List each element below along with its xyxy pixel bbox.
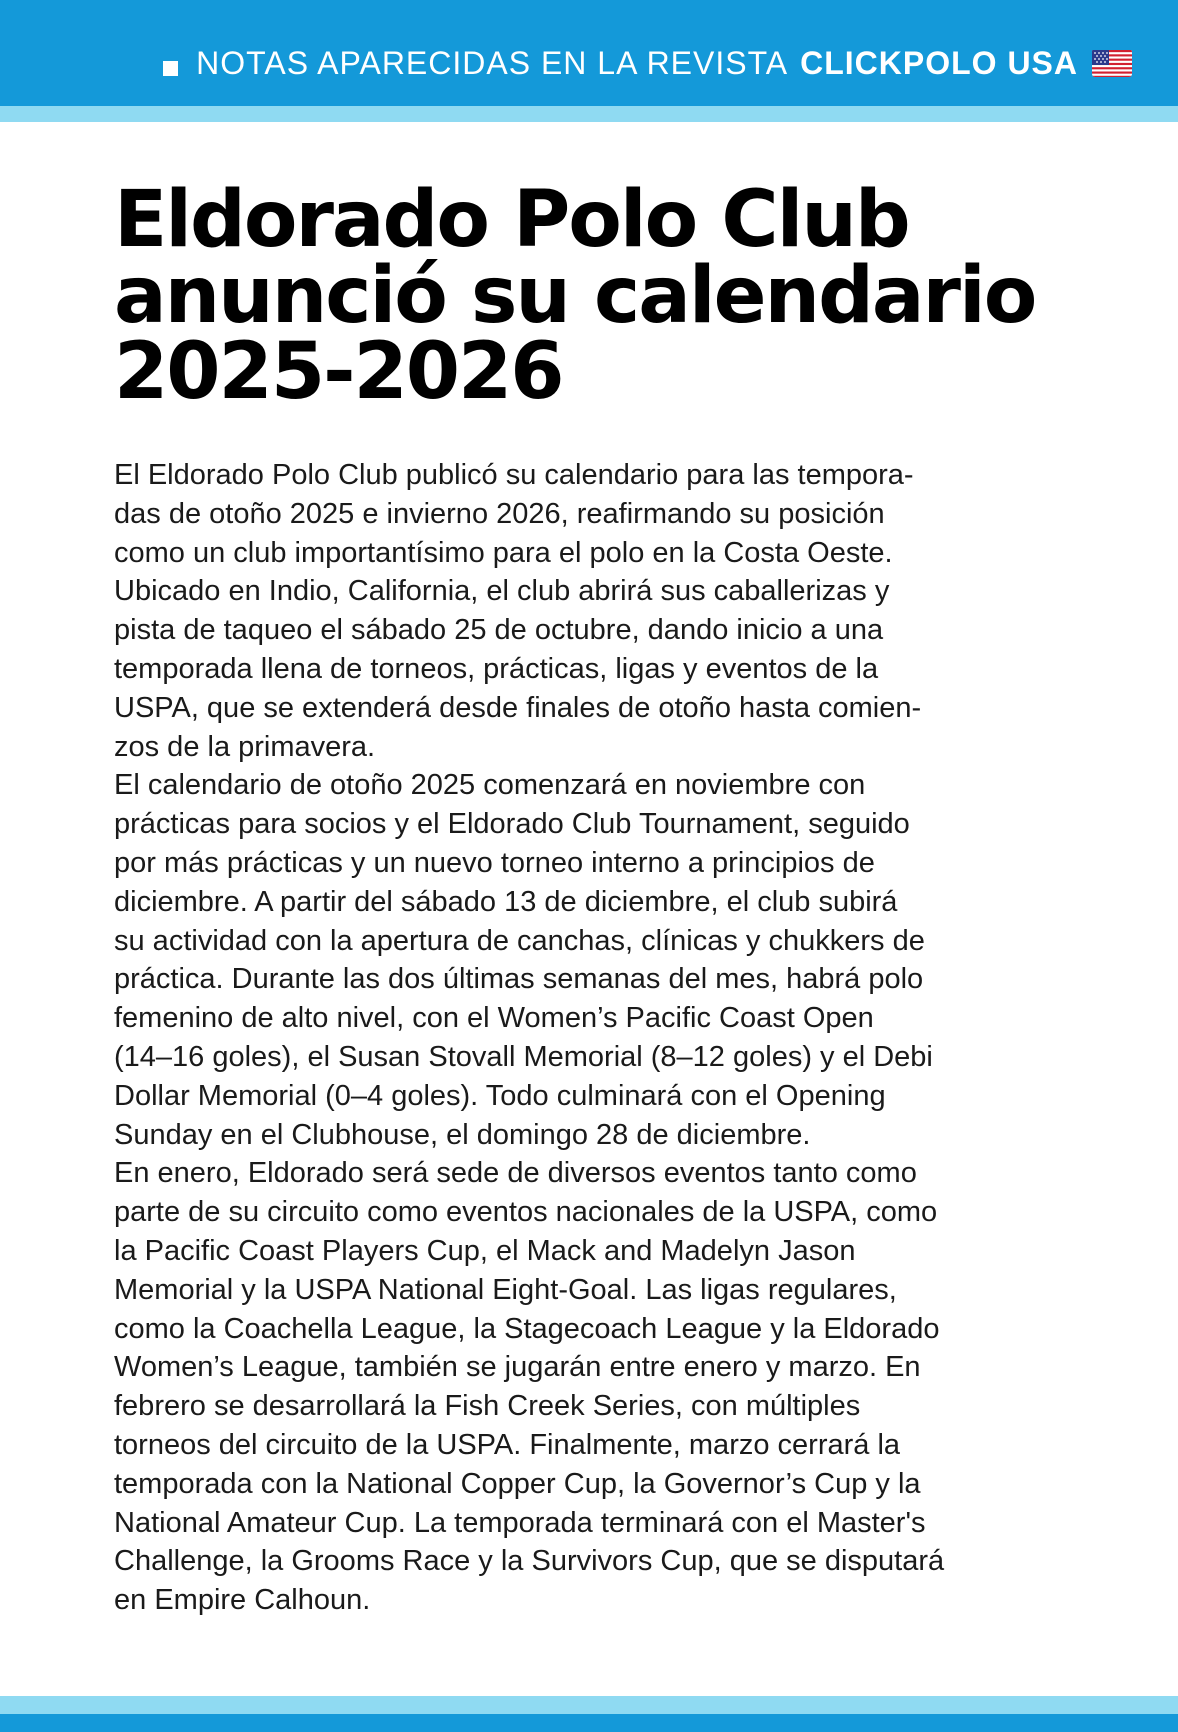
header-banner	[163, 40, 1132, 86]
header-brand: CLICKPOLO USA	[800, 44, 1078, 81]
body-line: femenino de alto nivel, con el Women’s Pacific Coast Open	[114, 1002, 874, 1035]
title-line: anunció su calendario	[114, 251, 1036, 341]
body-line: en Empire Calhoun.	[114, 1584, 371, 1617]
body-line: torneos del circuito de la USPA. Finalmente, marzo cerrará la	[114, 1428, 901, 1461]
title-line: Eldorado Polo Club	[114, 175, 909, 265]
body-line: Ubicado en Indio, California, el club abrirá sus caballerizas y	[114, 575, 890, 608]
body-line: zos de la primavera.	[114, 730, 376, 763]
body-line: como un club importantísimo para el polo en la Costa Oeste.	[114, 536, 893, 569]
body-line: parte de su circuito como eventos nacionales de la USPA, como	[114, 1196, 938, 1229]
body-line: USPA, que se extenderá desde finales de otoño hasta comien-	[114, 691, 922, 724]
body-line: Memorial y la USPA National Eight-Goal. Las ligas regulares,	[114, 1273, 897, 1306]
body-line: temporada llena de torneos, prácticas, ligas y eventos de la	[114, 652, 879, 685]
body-line: (14–16 goles), el Susan Stovall Memorial (8–12 goles) y el Debi	[114, 1040, 933, 1073]
article-title	[114, 175, 1074, 417]
body-line: temporada con la National Copper Cup, la Governor’s Cup y la	[114, 1467, 921, 1500]
body-line: das de otoño 2025 e invierno 2026, reafirmando su posición	[114, 497, 885, 530]
footer-bar	[0, 1714, 1178, 1732]
header-label: NOTAS APARECIDAS EN LA REVISTA	[196, 44, 789, 81]
footer-stripe	[0, 1696, 1178, 1714]
body-line: National Amateur Cup. La temporada terminará con el Master's	[114, 1506, 926, 1539]
title-line: 2025-2026	[114, 327, 563, 417]
body-line: El calendario de otoño 2025 comenzará en noviembre con	[114, 769, 866, 802]
body-line: El Eldorado Polo Club publicó su calendario para las tempora-	[114, 459, 914, 491]
body-line: diciembre. A partir del sábado 13 de diciembre, el club subirá	[114, 885, 898, 918]
body-line: pista de taqueo el sábado 25 de octubre, dando inicio a una	[114, 614, 884, 647]
body-line: su actividad con la apertura de canchas, clínicas y chukkers de	[114, 924, 925, 957]
body-line: En enero, Eldorado será sede de diversos eventos tanto como	[114, 1157, 917, 1190]
header-stripe	[0, 106, 1178, 122]
body-line: prácticas para socios y el Eldorado Club Tournament, seguido	[114, 808, 910, 841]
body-line: la Pacific Coast Players Cup, el Mack and Madelyn Jason	[114, 1234, 856, 1267]
body-line: Sunday en el Clubhouse, el domingo 28 de diciembre.	[114, 1118, 811, 1151]
square-bullet-icon	[163, 61, 178, 76]
body-line: por más prácticas y un nuevo torneo interno a principios de	[114, 846, 875, 879]
body-line: Challenge, la Grooms Race y la Survivors Cup, que se disputará	[114, 1545, 945, 1578]
us-flag-icon	[1092, 49, 1132, 77]
body-line: como la Coachella League, la Stagecoach League y la Eldorado	[114, 1312, 940, 1345]
body-line: febrero se desarrollará la Fish Creek Series, con múltiples	[114, 1390, 861, 1423]
body-line: Dollar Memorial (0–4 goles). Todo culminará con el Opening	[114, 1079, 886, 1112]
body-line: Women’s League, también se jugarán entre enero y marzo. En	[114, 1351, 921, 1384]
article-body	[114, 456, 1114, 1620]
body-line: práctica. Durante las dos últimas semanas del mes, habrá polo	[114, 963, 924, 996]
